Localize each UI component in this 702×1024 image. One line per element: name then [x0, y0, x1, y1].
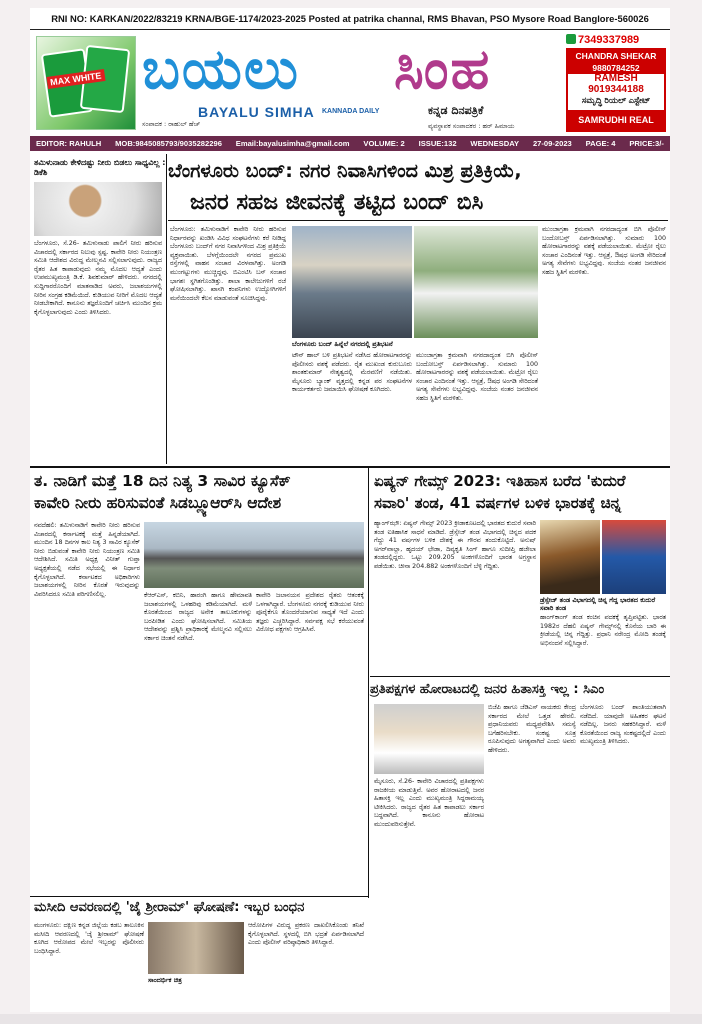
edition-date: 27-09-2023: [532, 139, 572, 148]
headline-rule: [168, 220, 668, 221]
mosque-headline: ಮಸೀದಿ ಆವರಣದಲ್ಲಿ 'ಜೈ ಶ್ರೀರಾಮ್' ಘೋಷಣೆ: ಇಬ್ಬರ ಬಂಧನ: [34, 900, 305, 915]
cauvery-article-col2: ಕೆಆರ್‌ಎಸ್, ಕಬಿನಿ, ಹಾರಂಗಿ ಹಾಗೂ ಹೇಮಾವತಿ ಜಲಾಶಯಗಳಲ್ಲಿ ಒಳಹರಿವು ಕಡಿಮೆಯಾಗಿದೆ. ಮಳೆ ಕೊರತೆಯಿಂದ ರಾಜ್ಯದ ಅನೇಕ ತಾಲೂಕುಗಳನ್ನು ಬರಪೀಡಿತ ಎಂದು ಘೋಷಿಸಲಾಗಿದೆ. ಸಮಿತಿಯ ಆದೇಶವನ್ನು ಪ್ರಶ್ನಿಸಿ ಪ್ರಾಧಿಕಾರಕ್ಕೆ ಮೇಲ್ಮನವಿ ಸಲ್ಲಿಸಲು ಸರ್ಕಾರ ಚಿಂತನೆ ನಡೆಸಿದೆ.: [144, 592, 252, 642]
lead-article-col4: ಮುಂಜಾಗ್ರತಾ ಕ್ರಮವಾಗಿ ನಗರದಾದ್ಯಂತ ಬಿಗಿ ಪೊಲೀಸ್ ಬಂದೋಬಸ್ತ್ ಏರ್ಪಡಿಸಲಾಗಿತ್ತು. ಸುಮಾರು 100 ಹೋರಾಟಗಾರರನ್ನು ವಶಕ್ಕೆ ಪಡೆಯಲಾಯಿತು. ಮೆಟ್ರೋ ರೈಲು ಸಂಚಾರ ಎಂದಿನಂತೆ ಇತ್ತು. ಆಸ್ಪತ್ರೆ, ಔಷಧ ಅಂಗಡಿ ಸೇರಿದಂತೆ ಅಗತ್ಯ ಸೇವೆಗಳು ಲಭ್ಯವಿದ್ದವು. ಸಂಜೆಯ ನಂತರ ಜನಜೀವನ ಸಹಜ ಸ್ಥಿತಿಗೆ ಮರಳಿತು.: [542, 226, 666, 276]
cauvery-article-col3: ಕಾವೇರಿ ಜಲಾನಯನ ಪ್ರದೇಶದ ರೈತರು ಆತಂಕಕ್ಕೆ ಒಳಗಾಗಿದ್ದಾರೆ. ಬೆಂಗಳೂರು ನಗರಕ್ಕೆ ಕುಡಿಯುವ ನೀರು ಪೂರೈಕೆಗೂ ತೊಂದರೆಯಾಗುವ ಸಾಧ್ಯತೆ ಇದೆ ಎಂದು ತಜ್ಞರು ಎಚ್ಚರಿಸಿದ್ದಾರೆ. ಸರ್ವಪಕ್ಷ ಸಭೆ ಕರೆಯುವಂತೆ ವಿರೋಧ ಪಕ್ಷಗಳು ಆಗ್ರಹಿಸಿವೆ.: [256, 592, 364, 634]
masthead-title-part2: ಸಿಂಹ: [394, 37, 492, 102]
handcuff-photo: [148, 922, 244, 974]
asian-games-article-left: ಹ್ಯಾಂಗ್‌ಝೌ: ಏಷ್ಯನ್ ಗೇಮ್ಸ್ 2023 ಕ್ರೀಡಾಕೂಟದಲ್ಲಿ ಭಾರತದ ಕುದುರೆ ಸವಾರಿ ತಂಡ ಐತಿಹಾಸಿಕ ಸಾಧನೆ ಮಾಡಿದೆ. ಡ್ರೆಸ್ಸೇಜ್ ತಂಡ ವಿಭಾಗದಲ್ಲಿ ಚಿನ್ನದ ಪದಕ ಗೆದ್ದು 41 ವರ್ಷಗಳ ಬಳಿಕ ದೇಶಕ್ಕೆ ಈ ಗೌರವ ತಂದುಕೊಟ್ಟಿದೆ. ಅನುಷ್ ಅಗರ್‌ವಾಲ್ಲಾ, ಹೃದಯ್ ಛೇಡಾ, ದಿವ್ಯಕೃತಿ ಸಿಂಗ್ ಹಾಗೂ ಸುದೀಪ್ತಿ ಹಜೇಲಾ ತಂಡದಲ್ಲಿದ್ದರು. ಒಟ್ಟು 209.205 ಅಂಕಗಳೊಂದಿಗೆ ಭಾರತ ಅಗ್ರಸ್ಥಾನ ಪಡೆಯಿತು. ಚೀನಾ 204.882 ಅಂಕಗಳೊಂದಿಗೆ ಬೆಳ್ಳಿ ಗೆದ್ದಿತು.: [374, 520, 536, 570]
lead-article-col3: ಮುಂಜಾಗ್ರತಾ ಕ್ರಮವಾಗಿ ನಗರದಾದ್ಯಂತ ಬಿಗಿ ಪೊಲೀಸ್ ಬಂದೋಬಸ್ತ್ ಏರ್ಪಡಿಸಲಾಗಿತ್ತು. ಸುಮಾರು 100 ಹೋರಾಟಗಾರರನ್ನು ವಶಕ್ಕೆ ಪಡೆಯಲಾಯಿತು. ಮೆಟ್ರೋ ರೈಲು ಸಂಚಾರ ಎಂದಿನಂತೆ ಇತ್ತು. ಆಸ್ಪತ್ರೆ, ಔಷಧ ಅಂಗಡಿ ಸೇರಿದಂತೆ ಅಗತ್ಯ ಸೇವೆಗಳು ಲಭ್ಯವಿದ್ದವು. ಸಂಜೆಯ ನಂತರ ಜನಜೀವನ ಸಹಜ ಸ್ಥಿತಿಗೆ ಮರಳಿತು.: [416, 352, 538, 402]
cauvery-article-col1: ನವದೆಹಲಿ: ತಮಿಳುನಾಡಿಗೆ ಕಾವೇರಿ ನೀರು ಹರಿಸುವ ವಿಚಾರದಲ್ಲಿ ಕರ್ನಾಟಕಕ್ಕೆ ಮತ್ತೆ ಹಿನ್ನಡೆಯಾಗಿದೆ. ಮುಂದಿನ 18 ದಿನಗಳ ಕಾಲ ನಿತ್ಯ 3 ಸಾವಿರ ಕ್ಯೂಸೆಕ್ ನೀರು ಬಿಡುವಂತೆ ಕಾವೇರಿ ನೀರು ನಿಯಂತ್ರಣ ಸಮಿತಿ ಆದೇಶಿಸಿದೆ. ಸಮಿತಿ ಅಧ್ಯಕ್ಷ ವಿನೀತ್ ಗುಪ್ತಾ ಅಧ್ಯಕ್ಷತೆಯಲ್ಲಿ ನಡೆದ ಸಭೆಯಲ್ಲಿ ಈ ನಿರ್ಧಾರ ಕೈಗೊಳ್ಳಲಾಗಿದೆ. ಕರ್ನಾಟಕದ ಅಧಿಕಾರಿಗಳು ಜಲಾಶಯಗಳಲ್ಲಿ ನೀರಿನ ಕೊರತೆ ಇರುವುದನ್ನು ವಿವರಿಸಿದರೂ ಸಮಿತಿ ಪರಿಗಣಿಸಲಿಲ್ಲ.: [34, 522, 140, 598]
bandh-bus-photo: [292, 226, 412, 338]
ad-line: RAMESH 9019344188: [588, 73, 644, 95]
edition-page: PAGE: 4: [585, 139, 616, 148]
cm-article-mid: ಬಿಜೆಪಿ ಹಾಗೂ ಜೆಡಿಎಸ್ ನಾಯಕರು ಕೇಂದ್ರ ಸರ್ಕಾರದ ಮೇಲೆ ಒತ್ತಡ ಹೇರಲಿ. ಪ್ರಧಾನಿಯವರು ಮಧ್ಯಪ್ರವೇಶಿಸಿ ಸಮಸ್ಯೆ ಬಗೆಹರಿಸಬೇಕು. ಸಂಕಷ್ಟ ಸೂತ್ರ ರೂಪಿಸುವುದು ಅಗತ್ಯವಾಗಿದೆ ಎಂದು ಅವರು ಹೇಳಿದರು.: [488, 704, 576, 754]
medal-team-photo: [602, 520, 666, 594]
siddaramaiah-photo: [374, 704, 484, 774]
asian-games-headline-line2: ಸವಾರಿ' ತಂಡ, 41 ವರ್ಷಗಳ ಬಳಿಕ ಭಾರತಕ್ಕೆ ಚಿನ್ನ: [374, 494, 622, 512]
masthead-title-part1: ಬಯಲು: [142, 37, 300, 102]
masthead-editor-line: ಸಂಪಾದಕ : ರಾಹುಲ್ ಹೆಚ್: [142, 120, 201, 128]
section-rule: [30, 466, 670, 468]
cauvery-headline-line2: ಕಾವೇರಿ ನೀರು ಹರಿಸುವಂತೆ ಸಿಡಬ್ಲ್ಯೂಆರ್‌ಸಿ ಆದೇಶ: [34, 494, 282, 512]
phone-icon: [566, 34, 576, 44]
dam-photo: [144, 522, 364, 588]
ad-line: SAMRUDHI REAL: [568, 110, 664, 133]
lead-headline-line2: ಜನರ ಸಹಜ ಜೀವನಕ್ಕೆ ತಟ್ಟಿದ ಬಂದ್ ಬಿಸಿ: [190, 190, 484, 215]
edition-email: Email:bayalusimha@gmail.com: [235, 139, 350, 148]
registration-line: RNI NO: KARKAN/2022/83219 KRNA/BGE-1174/2023-2025 Posted at patrika channal, RMS Bhavan, PSO Mysore Road Banglore-560026: [30, 8, 670, 30]
page-edge: [0, 1014, 702, 1024]
edition-day: WEDNESDAY: [470, 139, 520, 148]
section-rule: [30, 896, 368, 897]
dkshi-photo: [34, 182, 162, 236]
ad-phone: 7349337989: [566, 34, 639, 46]
masthead-daily-label: KANNADA DAILY: [322, 108, 380, 115]
asian-games-article-right: ಹಾಂಗ್‌ಕಾಂಗ್ ತಂಡ ಕಂಚಿನ ಪದಕಕ್ಕೆ ತೃಪ್ತಿಪಟ್ಟಿತು. ಭಾರತ 1982ರ ದೆಹಲಿ ಏಷ್ಯನ್ ಗೇಮ್ಸ್‌ನಲ್ಲಿ ಕೊನೆಯ ಬಾರಿ ಈ ಕ್ರೀಡೆಯಲ್ಲಿ ಚಿನ್ನ ಗೆದ್ದಿತ್ತು. ಪ್ರಧಾನಿ ನರೇಂದ್ರ ಮೋದಿ ತಂಡಕ್ಕೆ ಅಭಿನಂದನೆ ಸಲ್ಲಿಸಿದ್ದಾರೆ.: [540, 614, 666, 647]
horse-rider-photo: [540, 520, 600, 594]
mosque-article-right: ಆರೋಪಿಗಳ ವಿರುದ್ಧ ಪ್ರಕರಣ ದಾಖಲಿಸಿಕೊಂಡು ತನಿಖೆ ಕೈಗೊಳ್ಳಲಾಗಿದೆ. ಸ್ಥಳದಲ್ಲಿ ಬಿಗಿ ಭದ್ರತೆ ಏರ್ಪಡಿಸಲಾಗಿದೆ ಎಂದು ಪೊಲೀಸ್ ವರಿಷ್ಠಾಧಿಕಾರಿ ತಿಳಿಸಿದ್ದಾರೆ.: [248, 922, 364, 947]
mosque-caption: ಸಾಂದರ್ಭಿಕ ಚಿತ್ರ: [148, 976, 182, 984]
ad-line: ಸಮೃದ್ಧಿ ರಿಯಲ್ ಎಸ್ಟೇಟ್: [581, 95, 651, 105]
bandh-protest-photo: [414, 226, 538, 338]
section-rule: [370, 676, 670, 677]
asian-games-caption: ಡ್ರೆಸ್ಸೇಜ್ ತಂಡ ವಿಭಾಗದಲ್ಲಿ ಚಿನ್ನ ಗೆದ್ದ ಭಾರತದ ಕುದುರೆ ಸವಾರಿ ತಂಡ: [540, 596, 656, 612]
edition-price: PRICE:3/-: [629, 139, 664, 148]
edition-issue: ISSUE:132: [418, 139, 457, 148]
masthead-english-title: BAYALU SIMHA: [198, 104, 315, 120]
masthead-publisher-line: ವ್ಯವಸ್ಥಾಪಕ ಸಂಪಾದಕರ : ಹರ್ ಹಿಮಾಯ: [428, 122, 515, 130]
newspaper-page: [30, 8, 670, 1012]
cm-article-left: ಮೈಸೂರು, ಸೆ.26- ಕಾವೇರಿ ವಿಚಾರದಲ್ಲಿ ಪ್ರತಿಪಕ್ಷಗಳು ರಾಜಕೀಯ ಮಾಡುತ್ತಿವೆ. ಅವರ ಹೋರಾಟದಲ್ಲಿ ಜನರ ಹಿತಾಸಕ್ತಿ ಇಲ್ಲ ಎಂದು ಮುಖ್ಯಮಂತ್ರಿ ಸಿದ್ದರಾಮಯ್ಯ ಟೀಕಿಸಿದರು. ರಾಜ್ಯದ ರೈತರ ಹಿತ ಕಾಪಾಡಲು ಸರ್ಕಾರ ಬದ್ಧವಾಗಿದೆ. ಕಾನೂನು ಹೋರಾಟ ಮುಂದುವರಿಸುತ್ತೇವೆ.: [374, 778, 484, 828]
edition-editor: EDITOR: RAHULH: [36, 139, 102, 148]
edition-volume: VOLUME: 2: [363, 139, 405, 148]
cauvery-headline-line1: ತ. ನಾಡಿಗೆ ಮತ್ತೆ 18 ದಿನ ನಿತ್ಯ 3 ಸಾವಿರ ಕ್ಯೂಸೆಕ್: [34, 472, 291, 490]
lead-article-col2: ಟೌನ್ ಹಾಲ್ ಬಳಿ ಪ್ರತಿಭಟನೆ ನಡೆಸಿದ ಹೋರಾಟಗಾರರನ್ನು ಪೊಲೀಸರು ವಶಕ್ಕೆ ಪಡೆದರು. ರೈತ ಮುಖಂಡ ಕುರುಬೂರು ಶಾಂತಕುಮಾರ್ ನೇತೃತ್ವದಲ್ಲಿ ಮೆರವಣಿಗೆ ನಡೆಯಿತು. ಮೈಸೂರು ಬ್ಯಾಂಕ್ ವೃತ್ತದಲ್ಲಿ ಕನ್ನಡ ಪರ ಸಂಘಟನೆಗಳ ಕಾರ್ಯಕರ್ತರು ಜಮಾಯಿಸಿ ಘೋಷಣೆ ಕೂಗಿದರು.: [292, 352, 412, 394]
column-rule: [166, 154, 167, 464]
edition-mobile: MOB:9845085793/9035282296: [115, 139, 222, 148]
cm-headline: ಪ್ರತಿಪಕ್ಷಗಳ ಹೋರಾಟದಲ್ಲಿ ಜನರ ಹಿತಾಸಕ್ತಿ ಇಲ್ಲ : ಸಿಎಂ: [370, 682, 605, 697]
masthead: [138, 32, 562, 136]
lead-article-col1: ಬೆಂಗಳೂರು: ತಮಿಳುನಾಡಿಗೆ ಕಾವೇರಿ ನೀರು ಹರಿಸುವ ನಿರ್ಧಾರವನ್ನು ಖಂಡಿಸಿ ವಿವಿಧ ಸಂಘಟನೆಗಳು ಕರೆ ನೀಡಿದ್ದ ಬೆಂಗಳೂರು ಬಂದ್‌ಗೆ ನಗರ ನಿವಾಸಿಗಳಿಂದ ಮಿಶ್ರ ಪ್ರತಿಕ್ರಿಯೆ ವ್ಯಕ್ತವಾಯಿತು. ಬೆಳಗ್ಗೆಯಿಂದಲೇ ನಗರದ ಪ್ರಮುಖ ರಸ್ತೆಗಳಲ್ಲಿ ವಾಹನ ಸಂಚಾರ ವಿರಳವಾಗಿತ್ತು. ಅಂಗಡಿ ಮುಂಗಟ್ಟುಗಳು ಮುಚ್ಚಿದ್ದವು. ಬಿಎಂಟಿಸಿ ಬಸ್ ಸಂಚಾರ ಭಾಗಶಃ ಸ್ಥಗಿತಗೊಂಡಿತ್ತು. ಶಾಲಾ ಕಾಲೇಜುಗಳಿಗೆ ರಜೆ ಘೋಷಿಸಲಾಗಿತ್ತು. ಖಾಸಗಿ ಕಂಪನಿಗಳು ಉದ್ಯೋಗಿಗಳಿಗೆ ಮನೆಯಿಂದಲೇ ಕೆಲಸ ಮಾಡುವಂತೆ ಸೂಚಿಸಿದ್ದವು.: [170, 226, 286, 302]
left-ad: [36, 36, 136, 130]
side-article-text: ಬೆಂಗಳೂರು, ಸೆ.26- ತಮಿಳುನಾಡು ಪಾಲಿಗೆ ನೀರು ಹರಿಸುವ ವಿಚಾರದಲ್ಲಿ ಸರ್ಕಾರದ ನಿಲುವು ಸ್ಪಷ್ಟ. ಕಾವೇರಿ ನೀರು ನಿಯಂತ್ರಣ ಸಮಿತಿ ಆದೇಶದ ವಿರುದ್ಧ ಮೇಲ್ಮನವಿ ಸಲ್ಲಿಸಲಾಗುವುದು. ರಾಜ್ಯದ ರೈತರ ಹಿತ ಕಾಪಾಡುವುದು ನಮ್ಮ ಮೊದಲ ಆದ್ಯತೆ ಎಂದು ಉಪಮುಖ್ಯಮಂತ್ರಿ ಡಿ.ಕೆ. ಶಿವಕುಮಾರ್ ಹೇಳಿದರು. ನಗರದಲ್ಲಿ ಸುದ್ದಿಗಾರರೊಂದಿಗೆ ಮಾತನಾಡಿದ ಅವರು, ಜಲಾಶಯಗಳಲ್ಲಿ ನೀರಿನ ಸಂಗ್ರಹ ಕಡಿಮೆಯಿದೆ. ಕುಡಿಯುವ ನೀರಿಗೆ ಮೊದಲ ಆದ್ಯತೆ ನೀಡಬೇಕಾಗಿದೆ. ಕಾನೂನು ತಜ್ಞರೊಂದಿಗೆ ಚರ್ಚಿಸಿ ಮುಂದಿನ ಕ್ರಮ ಕೈಗೊಳ್ಳಲಾಗುವುದು ಎಂದು ತಿಳಿಸಿದರು.: [34, 240, 162, 316]
real-estate-ad: [566, 48, 666, 132]
asian-games-headline-line1: ಏಷ್ಯನ್ ಗೇಮ್ಸ್ 2023: ಇತಿಹಾಸ ಬರೆದ 'ಕುದುರೆ: [374, 472, 626, 490]
column-rule: [368, 468, 369, 898]
masthead-kannada-daily: ಕನ್ನಡ ದಿನಪತ್ರಿಕೆ: [428, 104, 484, 117]
edition-bar: [30, 136, 670, 151]
lead-photo-caption: ಬೆಂಗಳೂರು ಬಂದ್ ಹಿನ್ನೆಲೆ ನಗರದಲ್ಲಿ ಪ್ರತಿಭಟನೆ: [292, 340, 393, 348]
ad-line: CHANDRA SHEKAR 9880784252: [568, 50, 664, 74]
left-ad-label: MAX WHITE: [46, 69, 105, 89]
side-headline: ತಮಿಳುನಾಡು ಕೇಳಿದಷ್ಟು ನೀರು ಬಿಡಲು ಸಾಧ್ಯವಿಲ್ಲ : ಡಿಕೆಶಿ: [34, 158, 166, 177]
cm-article-right: ಬೆಂಗಳೂರು ಬಂದ್ ಶಾಂತಿಯುತವಾಗಿ ನಡೆದಿದೆ. ಯಾವುದೇ ಅಹಿತಕರ ಘಟನೆ ನಡೆದಿಲ್ಲ. ಜನರು ಸಹಕರಿಸಿದ್ದಾರೆ. ಮಳೆ ಕೊರತೆಯಿಂದ ರಾಜ್ಯ ಸಂಕಷ್ಟದಲ್ಲಿದೆ ಎಂದು ಮುಖ್ಯಮಂತ್ರಿ ತಿಳಿಸಿದರು.: [580, 704, 666, 746]
lead-headline-line1: ಬೆಂಗಳೂರು ಬಂದ್: ನಗರ ನಿವಾಸಿಗಳಿಂದ ಮಿಶ್ರ ಪ್ರತಿಕ್ರಿಯೆ,: [168, 160, 522, 182]
mosque-article-left: ಮಂಗಳೂರು: ದಕ್ಷಿಣ ಕನ್ನಡ ಜಿಲ್ಲೆಯ ಕಡಬ ತಾಲೂಕಿನ ಮಸೀದಿ ಆವರಣದಲ್ಲಿ 'ಜೈ ಶ್ರೀರಾಮ್' ಘೋಷಣೆ ಕೂಗಿದ ಆರೋಪದ ಮೇಲೆ ಇಬ್ಬರನ್ನು ಪೊಲೀಸರು ಬಂಧಿಸಿದ್ದಾರೆ.: [34, 922, 144, 955]
